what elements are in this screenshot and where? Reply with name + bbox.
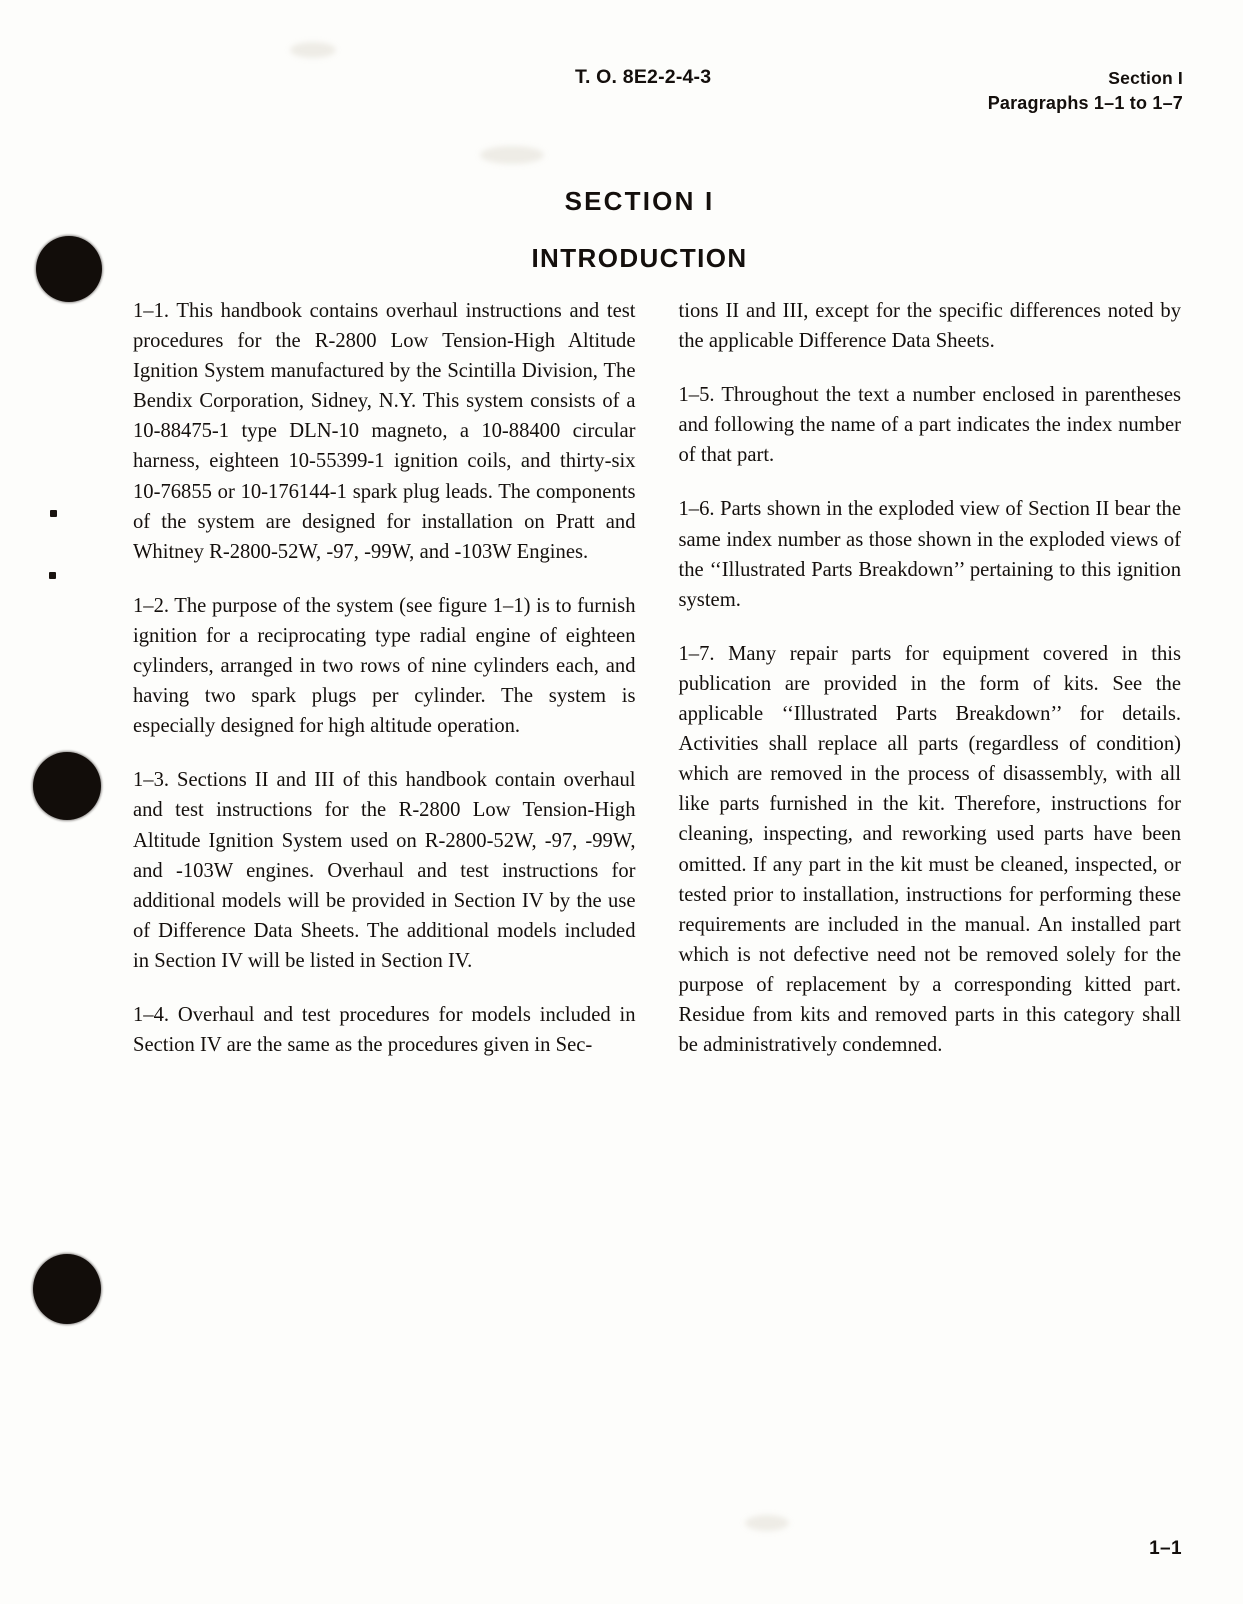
body-columns <box>133 296 1181 1060</box>
margin-speck-upper <box>50 510 57 517</box>
right-column <box>679 296 1182 1060</box>
title-block <box>0 186 1243 274</box>
paragraph-1-5: 1–5. Throughout the text a number enclosed in parentheses and following the name of a part indicates the index number of that part. <box>678 384 1181 467</box>
paragraph-1-4-continued: tions II and III, except for the specific differences noted by the applicable Difference Data Sheets. <box>678 300 1181 353</box>
paper-smudge-top <box>290 42 336 58</box>
page-number: 1–1 <box>1149 1538 1182 1559</box>
paper-smudge-bottom <box>745 1515 789 1531</box>
header-right-group <box>988 66 1183 116</box>
paragraph-1-3: 1–3. Sections II and III of this handbook contain overhaul and test instructions for the R-2800 Low Tension-High Altitude Ignition System used on R-2800-52W, -97, -99W, and -103W engines. Overhaul and test instructions for additional models will be provided in Section IV by the use of Difference Data Sheets. The additional models included in Section IV will be listed in Section IV. <box>133 769 636 972</box>
paragraph-1-4: 1–4. Overhaul and test procedures for models included in Section IV are the same as the procedures given in Sec- <box>133 1003 636 1057</box>
running-head <box>0 66 1243 128</box>
paragraph-1-1: 1–1. This handbook contains overhaul instructions and test procedures for the R-2800 Low Tension-High Altitude Ignition System manufactured by the Scintilla Division, The Bendix Corporation, Sidney, N.Y. This system consists of a 10-88475-1 type DLN-10 magneto, a 10-88400 circular harness, eighteen 10-55399-1 ignition coils, and thirty-six 10-76855 or 10-176144-1 spark plug leads. The components of the system are designed for installation on Pratt and Whitney R-2800-52W, -97, -99W, and -103W Engines. <box>133 300 636 563</box>
technical-order-number: T. O. 8E2-2-4-3 <box>575 66 712 88</box>
paragraph-1-6: 1–6. Parts shown in the exploded view of Section II bear the same index number as those shown in the exploded views of the ‘‘Illustrated Parts Breakdown’’ pertaining to this ignition system. <box>678 498 1181 611</box>
paragraph-range-label: Paragraphs 1–1 to 1–7 <box>987 93 1183 113</box>
punch-hole-bottom <box>33 1254 101 1324</box>
paragraph-1-2: 1–2. The purpose of the system (see figure 1–1) is to furnish ignition for a reciprocating type radial engine of eighteen cylinders, arranged in two rows of nine cylinders each, and having two spark plugs per cylinder. The system is especially designed for high altitude operation. <box>133 594 636 738</box>
section-label: Section I <box>1108 68 1183 88</box>
paragraph-1-7: 1–7. Many repair parts for equipment covered in this publication are provided in the form of kits. See the applicable ‘‘Illustrated Parts Breakdown’’ for details. Activities shall replace all parts (regardless of condition) which are removed in the process of disassembly, with all like parts furnished in the kit. Therefore, instructions for cleaning, inspecting, and reworking used parts have been omitted. If any part in the kit must be cleaned, inspected, or tested prior to installation, instructions for performing these requirements are included in the manual. An installed part which is not defective need not be removed solely for the purpose of replacement by a corresponding kitted part. Residue from kits and removed parts in this category shall be administratively condemned. <box>678 642 1181 1057</box>
punch-hole-middle <box>33 752 101 820</box>
page-title: INTRODUCTION <box>531 243 748 273</box>
left-column <box>133 296 636 1060</box>
paper-smudge-title <box>480 146 544 164</box>
section-heading: SECTION I <box>564 186 715 216</box>
margin-speck-lower <box>49 572 56 579</box>
